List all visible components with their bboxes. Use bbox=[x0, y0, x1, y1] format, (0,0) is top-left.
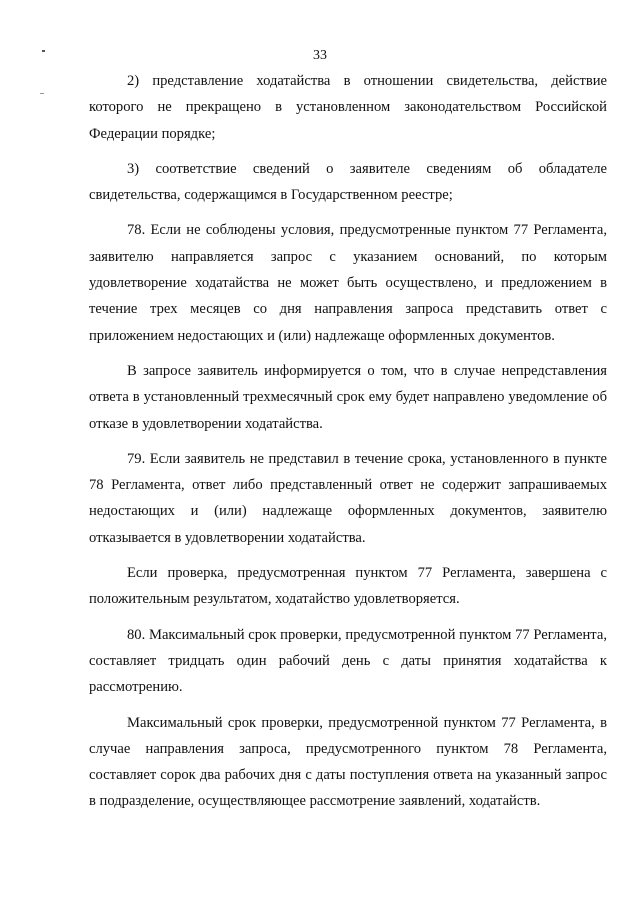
paragraph-check-result: Если проверка, предусмотренная пунктом 77 Регламента, завершена с положительным результатом, ходатайство удовлетворяется. bbox=[89, 565, 607, 608]
paragraph-clause-78: 78. Если не соблюдены условия, предусмотренные пунктом 77 Регламента, заявителю направляется запрос с указанием оснований, по которым удовлетворение ходатайства не может быть осуществлено, и предложением в течение трех месяцев со дня направления запроса представить ответ с приложением недостающих и (или) надлежаще оформленных документов. bbox=[89, 222, 607, 344]
scan-mark bbox=[40, 93, 44, 94]
page-number: 33 bbox=[313, 48, 327, 63]
paragraph-clause-79: 79. Если заявитель не представил в течение срока, установленного в пункте 78 Регламента, ответ либо представленный ответ не содержит запрашиваемых недостающих и (или) надлежаще оформленных документов, заявителю отказывается в удовлетворении ходатайства. bbox=[89, 450, 607, 546]
paragraph-item-3: 3) соответствие сведений о заявителе сведениям об обладателе свидетельства, содержащимся в Государственном реестре; bbox=[89, 160, 607, 204]
document-body bbox=[89, 68, 607, 815]
paragraph-max-term: Максимальный срок проверки, предусмотренной пунктом 77 Регламента, в случае направления запроса, предусмотренного пунктом 78 Регламента, составляет сорок два рабочих дня с даты поступления ответа на указанный запрос в подразделение, осуществляющее рассмотрение заявлений, ходатайств. bbox=[89, 714, 607, 810]
paragraph-request-info: В запросе заявитель информируется о том, что в случае непредставления ответа в установленный трехмесячный срок ему будет направлено уведомление об отказе в удовлетворении ходатайства. bbox=[89, 362, 607, 432]
paragraph-clause-80: 80. Максимальный срок проверки, предусмотренной пунктом 77 Регламента, составляет тридцать один рабочий день с даты принятия ходатайства к рассмотрению. bbox=[89, 626, 607, 696]
paragraph-item-2: 2) представление ходатайства в отношении свидетельства, действие которого не прекращено в установленном законодательством Российской Федерации порядке; bbox=[89, 73, 607, 142]
